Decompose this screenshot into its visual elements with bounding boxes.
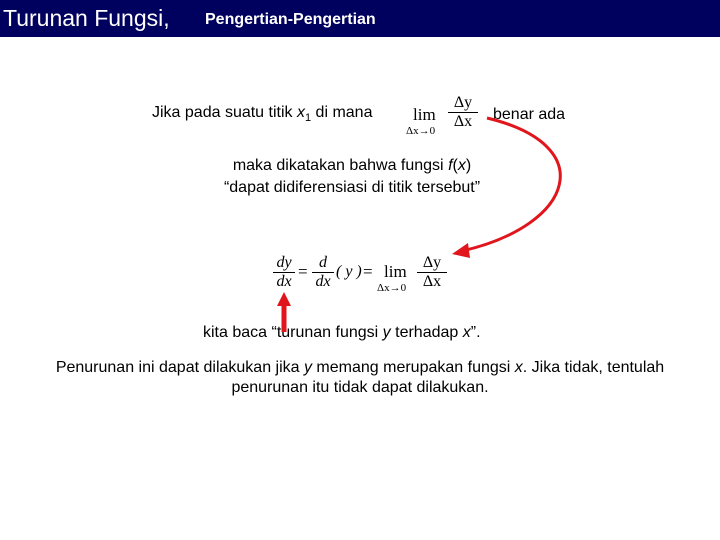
- statement-di-mana: di mana: [311, 104, 373, 121]
- reading-suffix: ”.: [470, 324, 481, 341]
- delta-x: Δx: [453, 113, 473, 130]
- d-dx-fraction: [312, 254, 334, 291]
- delta-y-2: Δy: [422, 254, 442, 271]
- note-x: x: [514, 359, 523, 376]
- dy-dx-fraction: [273, 254, 295, 291]
- note-part-1: Penurunan ini dapat dilakukan jika: [55, 359, 304, 376]
- page-subtitle: Pengertian-Pengertian: [205, 11, 376, 28]
- dx: dx: [276, 273, 292, 290]
- benar-ada-text: benar ada: [493, 106, 566, 123]
- equals-sign-2: =: [363, 262, 373, 281]
- statement-prefix: Jika pada suatu titik: [152, 104, 297, 121]
- conclusion-prefix: maka dikatakan bahwa fungsi: [232, 157, 449, 174]
- up-arrow-head: [277, 292, 291, 306]
- delta-fraction-2: [417, 254, 447, 291]
- note-y: y: [303, 359, 312, 376]
- subscript-1: 1: [304, 112, 312, 125]
- note-paragraph: [40, 358, 680, 398]
- conclusion-line-1: [0, 156, 712, 176]
- curved-arrow-head: [452, 243, 470, 258]
- lim-subscript-2: Δx→0: [377, 282, 407, 294]
- note-part-2: memang merupakan fungsi: [311, 359, 515, 376]
- close-paren: ): [465, 157, 472, 174]
- d: d: [319, 254, 327, 271]
- reading-text: [203, 324, 481, 342]
- dx-2: dx: [315, 273, 331, 290]
- y-paren: ( y ): [336, 263, 362, 280]
- reading-middle: terhadap: [390, 324, 463, 341]
- conclusion-line-2: “dapat didiferensiasi di titik tersebut”: [223, 179, 481, 196]
- delta-y: Δy: [453, 94, 473, 111]
- lim-subscript: Δx→0: [406, 125, 436, 137]
- equals-sign-1: =: [298, 262, 308, 281]
- open-paren: (: [452, 157, 458, 174]
- title-bar: [0, 0, 720, 37]
- note-part-3: . Jika tidak, tentulah penurunan itu tidak dapat dilakukan.: [231, 359, 665, 396]
- dy: dy: [276, 254, 292, 271]
- x-italic: x: [457, 157, 466, 174]
- var-x: x: [296, 104, 305, 121]
- lim-label-2: lim: [384, 262, 407, 281]
- delta-fraction: [448, 94, 478, 131]
- statement-text: [152, 104, 372, 124]
- f-italic: f: [448, 157, 453, 174]
- y-italic: y: [382, 324, 391, 341]
- page-title: Turunan Fungsi,: [3, 5, 170, 31]
- delta-x-2: Δx: [422, 273, 442, 290]
- x-italic-2: x: [462, 324, 471, 341]
- reading-prefix: kita baca “turunan fungsi: [203, 324, 383, 341]
- lim-label: lim: [413, 105, 436, 124]
